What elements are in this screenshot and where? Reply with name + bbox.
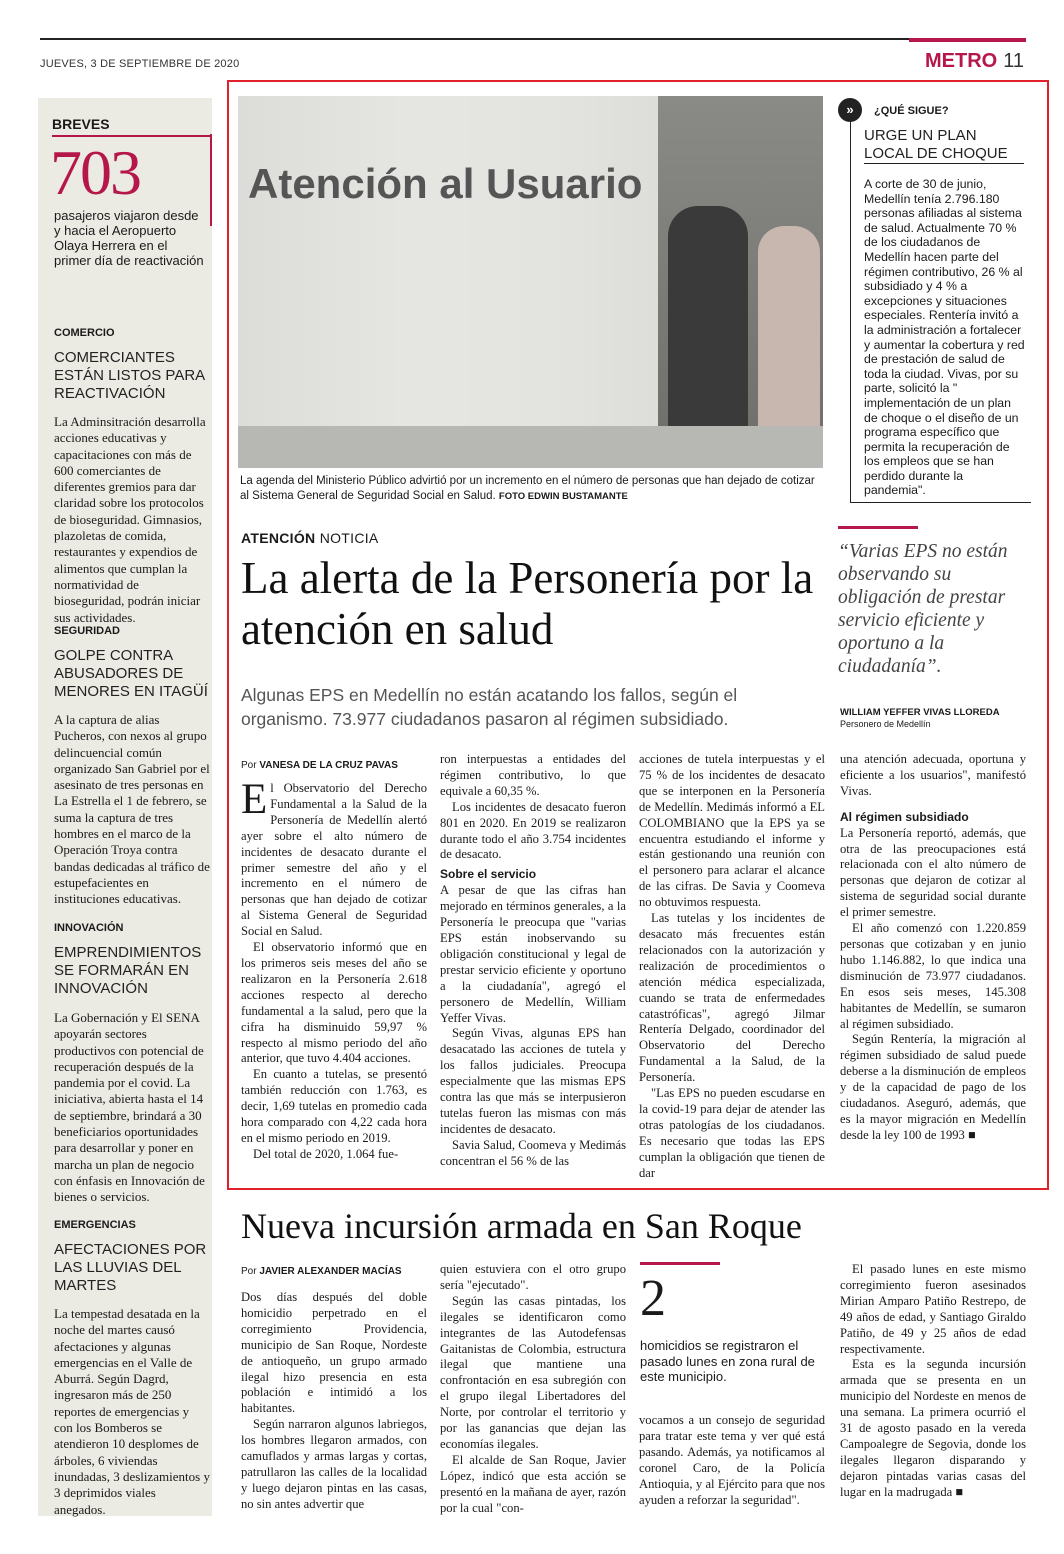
photo-sign-text: Atención al Usuario: [248, 160, 643, 207]
brief-category: SEGURIDAD: [54, 625, 121, 637]
glass-pane: [238, 96, 658, 468]
quote-role: Personero de Medellín: [840, 719, 931, 729]
drop-cap: E: [241, 776, 268, 823]
paragraph: quien estuviera con el otro grupo sería "ejecutado".: [440, 1262, 626, 1292]
person-figure: [668, 206, 748, 436]
breves-big-number: 703: [50, 137, 140, 208]
page-number: 11: [1003, 50, 1024, 72]
article2-headline: Nueva incursión armada en San Roque: [241, 1206, 802, 1246]
stat-big-number: 2: [640, 1270, 666, 1327]
section-name: METRO: [925, 50, 998, 72]
kicker-rest: NOTICIA: [319, 530, 379, 546]
paragraph: El observatorio informó que en los primeros seis meses del año se realizaron en la Personería 2.618 acciones respecto al derecho fundamental a la salud, pero que la cifra ha disminuido 59,97 % respecto al mismo periodo del año anterior, que tuvo 4.404 acciones.: [241, 940, 427, 1066]
article-photo: [238, 96, 823, 468]
que-sigue-body: A corte de 30 de junio, Medellín tenía 2.796.180 personas afiliadas al sistema de salud. Actualmente 70 % de los ciudadanos de Medellín hacen parte del régimen contributivo, 26 % al subsidiado y 4 % a excepciones y situaciones especiales. Rentería invitó a la administración a fortalecer y aumentar la cobertura y red de prestación de salud de toda la ciudad. Vivas, por su parte, solicitó la " implementación de un plan de choque o el diseño de un programa específico que permita la recuperación de los empleos que se han perdido durante la pandemia".: [864, 177, 1025, 498]
top-rule: [40, 38, 1025, 40]
paragraph: Los incidentes de desacato fueron 801 en 2020. En 2019 se realizaron durante todo el año 3.754 incidentes de desacato.: [440, 799, 626, 862]
dateline: JUEVES, 3 DE SEPTIEMBRE DE 2020: [40, 58, 240, 70]
paragraph: Según narraron algunos labriegos, los hombres llegaron armados, con camuflados y armas largas y cortas, patrullaron las calles de la localidad y luego dejaron pintas en las casas, no sin antes advertir que: [241, 1417, 427, 1511]
paragraph: ron interpuestas a entidades del régimen contributivo, lo que equivale a 60,35 %.: [440, 752, 626, 798]
paragraph: Según Rentería, la migración al régimen subsidiado de salud puede deberse a la disminución de empleos y de la capacidad de pago de los ciudadanos. Aseguró, además, que es la mayor migración en Medellín desde la ley 100 de 1993 ■: [840, 1032, 1026, 1142]
brief-title: AFECTACIONES POR LAS LLUVIAS DEL MARTES: [54, 1241, 207, 1294]
double-chevron-icon: »: [838, 98, 862, 122]
byline-prefix: Por: [241, 1266, 257, 1277]
photo-caption: [240, 474, 825, 504]
paragraph: Las tutelas y los incidentes de desacato más frecuentes están relacionados con la autorización y realización de procedimientos o atención médica especializada, cuando se trata de enfermedades catastróficas", agregó Jilmar Rentería Delgado, coordinador del Observatorio del Derecho Fundamental a la Salud, de la Personería.: [639, 911, 825, 1085]
brief-body: La Gobernación y El SENA apoyarán sectores productivos con potencial de recuperación después de la pandemia por el covid. La iniciativa, abierta hasta el 14 de septiembre, brindará a 30 beneficiarios oportunidades para desarrollar y poner en marcha un plan de negocio con énfasis en Innovación de bienes o servicios.: [54, 1010, 205, 1205]
paragraph: El año comenzó con 1.220.859 personas que cotizaban y en junio hubo 1.146.882, lo que indica una disminución de 73.977 ciudadanos. En esos seis meses, 145.308 habitantes de Medellín, se sumaron al régimen subsidiado.: [840, 921, 1026, 1031]
pull-quote: “Varias EPS no están observando su obligación de prestar servicio eficiente y oportuno a la ciudadanía”.: [838, 541, 1008, 677]
paragraph: Dos días después del doble homicidio perpetrado en el corregimiento Providencia, municipio de San Roque, Nordeste de antioqueño, un grupo armado ilegal hizo presencia en esta población e intimidó a los habitantes.: [241, 1290, 427, 1416]
paragraph: Esta es la segunda incursión armada que se presenta en un municipio del Nordeste en menos de una semana. La primera ocurrió el 31 de agosto pasado en la vereda Campoalegre de Segovia, donde los ilegales llegaron disparando y dejaron pintadas varias casas del lugar en la madrugada ■: [840, 1357, 1026, 1499]
brief-title: GOLPE CONTRA ABUSADORES DE MENORES EN ITAGÜÍ: [54, 647, 208, 700]
byline-author: VANESA DE LA CRUZ PAVAS: [259, 760, 398, 771]
quote-author: WILLIAM YEFFER VIVAS LLOREDA: [840, 707, 1000, 718]
section-tab-bar: [909, 38, 1026, 42]
article-kicker: [241, 530, 379, 546]
article-byline: [241, 760, 398, 771]
person-figure: [758, 226, 820, 436]
brief-title: COMERCIANTES ESTÁN LISTOS PARA REACTIVACIÓN: [54, 349, 205, 402]
photo-floor: [238, 426, 823, 468]
quote-rule: [838, 526, 918, 529]
paragraph: El alcalde de San Roque, Javier López, indicó que esta acción se presentó en la mañana de ayer, razón por la cual "con-: [440, 1452, 626, 1515]
paragraph: Savia Salud, Coomeva y Medimás concentran el 56 % de las: [440, 1137, 626, 1168]
section-header: [925, 50, 1024, 73]
paragraph: vocamos a un consejo de seguridad para tratar este tema y ver qué está pasando. Además, ya notificamos al coronel Caro, de la Policía Antioquia, y al Ejército para que nos ayuden a reforzar la seguridad".: [639, 1413, 825, 1507]
paragraph: l Observatorio del Derecho Fundamental a la Salud de la Personería de Medellín alertó ayer sobre el alto número de incidentes de desacato durante el primer semestre del año y el incremento en el número de personas que han dejado de cotizar al Sistema General de Seguridad Social en Salud.: [241, 781, 427, 939]
brief-category: INNOVACIÓN: [54, 922, 124, 934]
article2-column-1: [241, 1290, 427, 1513]
article-deck: Algunas EPS en Medellín no están acatando los fallos, según el organismo. 73.977 ciudadanos pasaron al régimen subsidiado.: [241, 685, 738, 729]
paragraph: A pesar de que las cifras han mejorado en términos generales, a la Personería le preocupa que "varias EPS están inobservando su obligación constitucional y legal de prestar servicio eficiente y oportuno a la ciudadanía", agregó el personero de Medellín, William Yeffer Vivas.: [440, 883, 626, 1025]
que-sigue-title: URGE UN PLAN LOCAL DE CHOQUE: [864, 127, 1008, 162]
brief-body: La tempestad desatada en la noche del martes causó afectaciones y algunas emergencias en el Valle de Aburrá. Según Dagrd, ingresaron más de 250 reportes de emergencias y con los Bomberos se atendieron 10 desplomes de árboles, 6 viviendas inundadas, 3 deslizamientos y 3 deprimidos viales anegados.: [54, 1306, 210, 1517]
stat-text: homicidios se registraron el pasado lunes en zona rural de este municipio.: [640, 1338, 815, 1384]
article-headline: La alerta de la Personería por la atención en salud: [241, 553, 814, 654]
sidebar-accent-rule: [210, 134, 212, 226]
article-column-4: [840, 752, 1026, 1144]
paragraph: Del total de 2020, 1.064 fue-: [253, 1146, 399, 1161]
breves-label: BREVES: [52, 116, 110, 132]
paragraph: Según las casas pintadas, los ilegales se identificaron como integrantes de las Autodefensas Gaitanistas de Colombia, estructura ilegal que mantiene una confrontación en esa subregión con el grupo ilegal Libertadores del Norte, por controlar el territorio y por las ganancias que dejan las economías ilegales.: [440, 1293, 626, 1451]
article2-column-2: [440, 1262, 626, 1517]
article2-column-3: [639, 1413, 825, 1508]
article2-column-4: [840, 1262, 1026, 1501]
paragraph: La Personería reportó, además, que otra de las preocupaciones está relacionada con el alto número de personas que dejaron de cotizar al sistema de seguridad social durante el primer semestre.: [840, 825, 1026, 920]
subhead: Sobre el servicio: [440, 867, 537, 882]
brief-title: EMPRENDIMIENTOS SE FORMARÁN EN INNOVACIÓN: [54, 944, 202, 997]
brief-category: EMERGENCIAS: [54, 1219, 136, 1231]
subhead: Al régimen subsidiado: [840, 809, 969, 824]
que-sigue-title-rule: [864, 163, 1024, 164]
photo-credit: FOTO EDWIN BUSTAMANTE: [498, 491, 628, 502]
paragraph: una atención adecuada, oportuna y eficiente a los usuarios", manifestó Vivas.: [840, 752, 1026, 798]
article2-byline: [241, 1266, 402, 1277]
byline-author: JAVIER ALEXANDER MACÍAS: [259, 1266, 402, 1277]
caption-text: La agenda del Ministerio Público advirtió por un incremento en el número de personas que han dejado de cotizar al Sistema General de Seguridad Social en Salud.: [240, 475, 815, 502]
paragraph: En cuanto a tutelas, se presentó también reducción con 1.763, es decir, 1,69 tutelas en promedio cada hora comparado con 4,22 cada hora en el mismo periodo en 2019.: [241, 1067, 427, 1145]
paragraph: El pasado lunes en este mismo corregimiento fueron asesinados Mirian Amparo Patiño Restrepo, de 49 años de edad, y Santiago Giraldo Patiño, de 49 y 25 años de edad respectivamente.: [840, 1262, 1026, 1356]
paragraph: acciones de tutela interpuestas y el 75 % de los incidentes de desacato que se interponen en la Personería de Medellín. Medimás informó a EL COLOMBIANO que la EPS ya se encuentra estudiando el informe y están gestionando una reunión con el personero para aclarar el alcance de las cifras. De Savia y Coomeva no obtuvimos respuesta.: [639, 752, 825, 910]
brief-body: A la captura de alias Pucheros, con nexos al grupo delincuencial común organizado San Gabriel por el asesinato de tres personas en La Estrella el 1 de febrero, se suma la captura de tres hombres en el marco de la Operación Troya contra bandas dedicadas al tráfico de estupefacientes en instituciones educativas.: [54, 712, 210, 907]
stat-rule: [640, 1262, 720, 1265]
paragraph: Según Vivas, algunas EPS han desacatado las acciones de tutela y los fallos judiciales. Preocupa especialmente que las mismas EPS contra las que más se interpusieron tutelas fueron las mismas con más incidentes de desacato.: [440, 1026, 626, 1136]
paragraph: "Las EPS no pueden escudarse en la covid-19 para dejar de atender las otras patologías de los ciudadanos. Es necesario que todas las EPS cumplan la obligación que tienen de dar: [639, 1086, 825, 1180]
article-column-1: [241, 776, 427, 1163]
article-column-3: [639, 752, 825, 1181]
article-column-2: [440, 752, 626, 1170]
que-sigue-label: ¿QUÉ SIGUE?: [874, 105, 949, 117]
breves-number-text: pasajeros viajaron desde y hacia el Aeropuerto Olaya Herrera en el primer día de reactivación: [54, 208, 204, 268]
kicker-bold: ATENCIÓN: [241, 530, 316, 546]
byline-prefix: Por: [241, 760, 257, 771]
brief-category: COMERCIO: [54, 327, 115, 339]
brief-body: La Adminsitración desarrolla acciones educativas y capacitaciones con más de 600 comerciantes de diferentes gremios para dar claridad sobre los protocolos de bioseguridad. Gimnasios, plazoletas de comida, restaurantes y expendios de alimentos que cumplan la normatividad de bioseguridad, podrán iniciar sus actividades.: [54, 414, 206, 625]
